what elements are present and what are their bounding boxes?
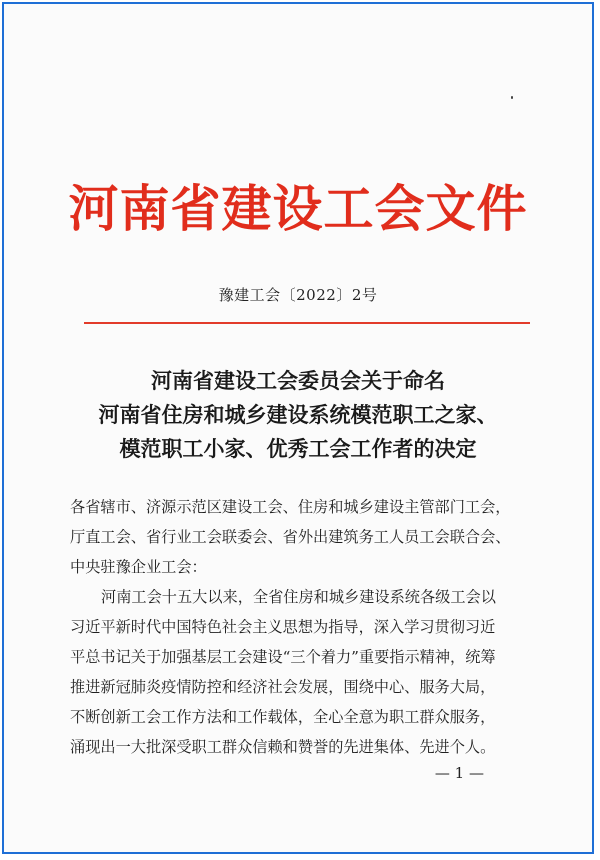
scan-speck bbox=[511, 96, 513, 99]
page-number: — 1 — bbox=[434, 764, 484, 782]
document-body bbox=[70, 492, 540, 762]
body-line: 推进新冠肺炎疫情防控和经济社会发展，围绕中心、服务大局， bbox=[70, 678, 496, 696]
body-line: 不断创新工会工作方法和工作载体，全心全意为职工群众服务， bbox=[70, 708, 496, 726]
title-line: 河南省住房和城乡建设系统模范职工之家、 bbox=[98, 402, 498, 427]
body-line: 习近平新时代中国特色社会主义思想为指导，深入学习贯彻习近 bbox=[70, 618, 496, 636]
body-line: 中央驻豫企业工会： bbox=[70, 558, 207, 576]
body-line: 涌现出一大批深受职工群众信赖和赞誉的先进集体、先进个人。 bbox=[70, 738, 496, 756]
decision-title bbox=[4, 364, 592, 466]
red-divider-line bbox=[84, 322, 530, 324]
body-line: 河南工会十五大以来，全省住房和城乡建设系统各级工会以 bbox=[101, 588, 496, 606]
title-line: 模范职工小家、优秀工会工作者的决定 bbox=[119, 436, 477, 461]
title-line: 河南省建设工会委员会关于命名 bbox=[151, 368, 445, 393]
document-number: 豫建工会〔2022〕2号 bbox=[218, 286, 378, 304]
document-header-title: 河南省建设工会文件 bbox=[68, 179, 528, 238]
body-line: 各省辖市、济源示范区建设工会、住房和城乡建设主管部门工会， bbox=[70, 498, 511, 516]
body-line: 平总书记关于加强基层工会建设“三个着力”重要指示精神，统筹 bbox=[70, 648, 496, 666]
body-line: 厅直工会、省行业工会联委会、省外出建筑务工人员工会联合会、 bbox=[70, 528, 511, 546]
document-page bbox=[2, 2, 594, 854]
